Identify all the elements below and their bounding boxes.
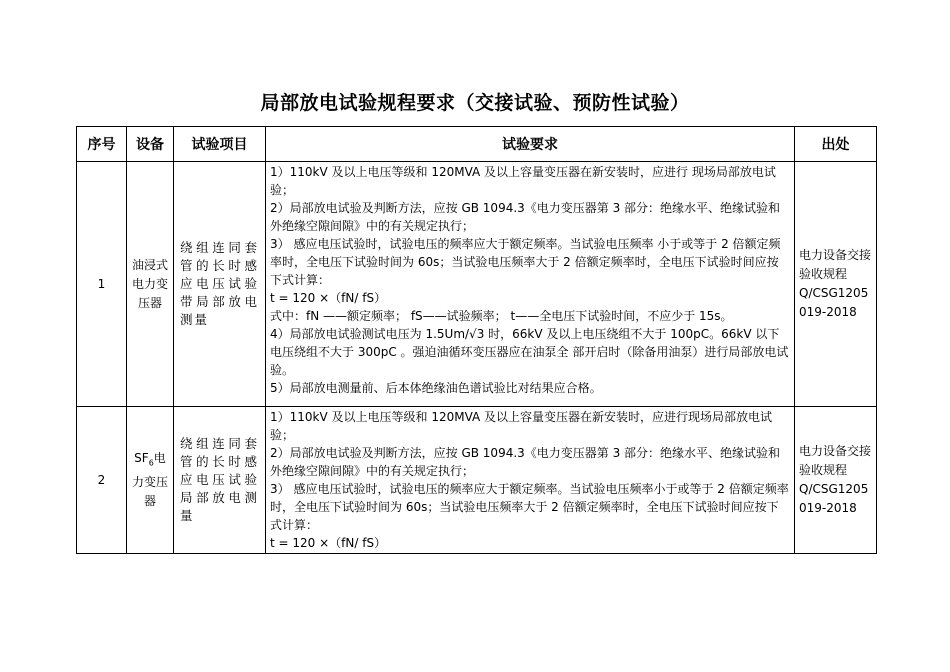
table-row <box>77 407 877 554</box>
device-suffix: 电力变压器 <box>131 451 168 508</box>
row-requirements <box>266 407 795 554</box>
table-row <box>77 162 877 407</box>
requirement-line: 2）局部放电试验及判断方法，应按 GB 1094.3《电力变压器第 3 部分：绝缘水平、绝缘试验和外绝缘空隙间隙》中的有关规定执行； <box>270 201 781 233</box>
row-source: 电力设备交接验收规程 Q/CSG1205 019-2018 <box>795 407 877 554</box>
header-source: 出处 <box>795 127 877 162</box>
requirement-line: 1）110kV 及以上电压等级和 120MVA 及以上容量变压器在新安装时，应进行 现场局部放电试验； <box>270 165 776 197</box>
requirement-formula: t = 120 ×（fN/ fS） <box>270 291 387 305</box>
requirement-line: 3） 感应电压试验时，试验电压的频率应大于额定频率。当试验电压频率 小于或等于 2 倍额定频率时，全电压下试验时间为 60s；当试验电压频率大于 2 倍额定频率时，全电压下试验时间应按下式计算： <box>270 237 781 287</box>
row-device: 油浸式电力变压器 <box>127 162 174 407</box>
document-title: 局部放电试验规程要求（交接试验、预防性试验） <box>260 92 690 114</box>
header-seq: 序号 <box>77 127 127 162</box>
row-device <box>127 407 174 554</box>
row-seq: 1 <box>77 162 127 407</box>
requirement-line: 2）局部放电试验及判断方法，应按 GB 1094.3《电力变压器第 3 部分：绝缘水平、绝缘试验和外绝缘空隙间隙》中的有关规定执行； <box>270 446 781 478</box>
row-seq: 2 <box>77 407 127 554</box>
table-header-row <box>77 127 877 162</box>
row-test-item: 绕组连同套管的长时感应电压试验带局部放电测量 <box>174 162 266 407</box>
row-test-item: 绕组连同套管的长时感应电压试验局部放电测量 <box>174 407 266 554</box>
row-source: 电力设备交接验收规程 Q/CSG1205 019-2018 <box>795 162 877 407</box>
requirement-line: 5）局部放电测量前、后本体绝缘油色谱试验比对结果应合格。 <box>270 381 602 395</box>
header-requirements: 试验要求 <box>266 127 795 162</box>
device-prefix: SF <box>134 451 149 466</box>
header-item: 试验项目 <box>174 127 266 162</box>
requirement-line: 3） 感应电压试验时，试验电压的频率应大于额定频率。当试验电压频率小于或等于 2 倍额定频率时，全电压下试验时间为 60s；当试验电压频率大于 2 倍额定频率时，全电压下试验时间应按下式计算： <box>270 482 789 532</box>
requirement-formula: t = 120 ×（fN/ fS） <box>270 536 387 550</box>
requirement-line: 式中：fN ——额定频率； fS——试验频率； t——全电压下试验时间，不应少于 15s。 <box>270 309 733 323</box>
requirements-table <box>76 126 877 554</box>
device-subscript: 6 <box>148 458 154 468</box>
row-requirements <box>266 162 795 407</box>
requirement-line: 4）局部放电试验测试电压为 1.5Um/√3 时，66kV 及以上电压绕组不大于 100pC。66kV 以下电压绕组不大于 300pC 。强迫油循环变压器应在油泵全 部开启时（除备用油泵）进行局部放电试验。 <box>270 327 789 377</box>
header-device: 设备 <box>127 127 174 162</box>
requirement-line: 1）110kV 及以上电压等级和 120MVA 及以上容量变压器在新安装时，应进行现场局部放电试验； <box>270 410 773 442</box>
